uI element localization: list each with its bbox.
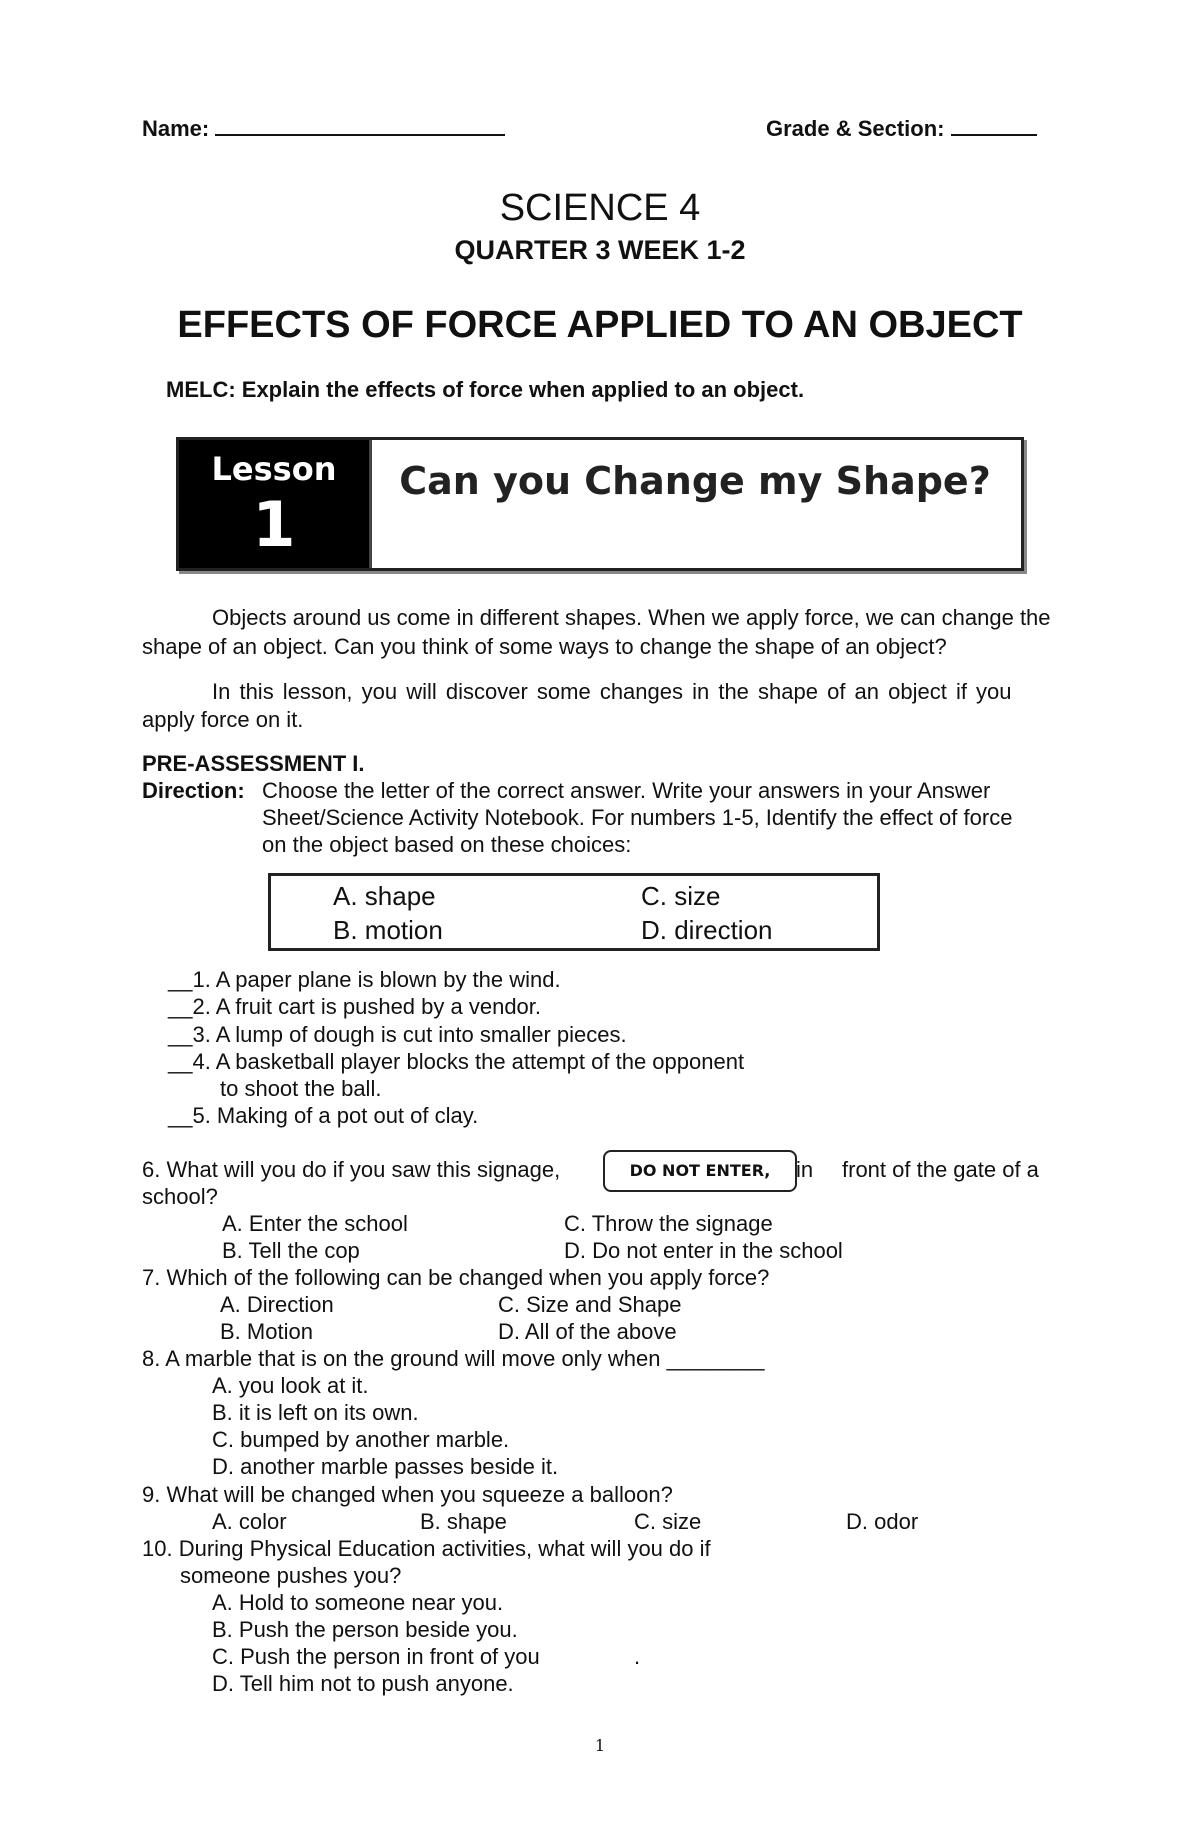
q10-option-c: C. Push the person in front of you [212,1644,540,1669]
page-number: 1 [594,1736,606,1755]
q9-stem: 9. What will be changed when you squeeze a balloon? [142,1482,673,1507]
direction-label: Direction: [142,778,245,803]
q6-stem-d: school? [142,1184,218,1209]
item-1: __1. A paper plane is blown by the wind. [168,967,561,992]
intro-p1-line2: shape of an object. Can you think of some ways to change the shape of an object? [142,634,947,659]
intro-p1-line1: Objects around us come in different shapes. When we apply force, we can change the [212,605,1051,630]
q9-option-b: B. shape [420,1509,507,1534]
direction-line3: on the object based on these choices: [262,832,632,857]
choice-d: D. direction [641,915,773,945]
q7-option-a: A. Direction [220,1292,334,1317]
q9-option-a: A. color [212,1509,287,1534]
choice-c: C. size [641,881,721,911]
q6-stem-a: 6. What will you do if you saw this signage, [142,1157,561,1182]
q10-option-d: D. Tell him not to push anyone. [212,1671,514,1696]
lesson-divider [369,440,372,568]
q10-option-c-dot: . [634,1644,641,1669]
q6-option-b: B. Tell the cop [222,1238,360,1263]
item-3: __3. A lump of dough is cut into smaller pieces. [168,1022,627,1047]
q6-option-d: D. Do not enter in the school [564,1238,843,1263]
q6-option-c: C. Throw the signage [564,1211,773,1236]
melc-text: MELC: Explain the effects of force when applied to an object. [166,377,805,402]
q7-option-b: B. Motion [220,1319,313,1344]
lesson-title: Can you Change my Shape? [399,459,991,503]
q10-option-a: A. Hold to someone near you. [212,1590,504,1615]
q6-stem-b: in [796,1157,814,1182]
q6-option-a: A. Enter the school [222,1211,408,1236]
q7-option-d: D. All of the above [498,1319,677,1344]
name-field [142,112,505,142]
q9-option-d: D. odor [846,1509,919,1534]
direction-line2: Sheet/Science Activity Notebook. For numbers 1-5, Identify the effect of force [262,805,1013,830]
q9-option-c: C. size [634,1509,702,1534]
item-5: __5. Making of a pot out of clay. [168,1103,479,1128]
q8-option-d: D. another marble passes beside it. [212,1454,559,1479]
topic-title: EFFECTS OF FORCE APPLIED TO AN OBJECT [177,304,1023,346]
lesson-tile [179,440,369,568]
item-4: __4. A basketball player blocks the attempt of the opponent [168,1049,745,1074]
q10-stem-line1: 10. During Physical Education activities, what will you do if [142,1536,711,1561]
q8-option-c: C. bumped by another marble. [212,1427,510,1452]
name-blank[interactable] [215,112,505,136]
pre-assessment-heading: PRE-ASSESSMENT I. [142,751,365,776]
q8-stem: 8. A marble that is on the ground will move only when ________ [142,1346,765,1371]
q10-option-b: B. Push the person beside you. [212,1617,518,1642]
choices-box [268,873,880,951]
q8-option-b: B. it is left on its own. [212,1400,419,1425]
q10-stem-line2: someone pushes you? [180,1563,402,1588]
quarter-title: QUARTER 3 WEEK 1-2 [454,235,746,265]
name-label: Name: [142,116,210,141]
intro-p2-line1: In this lesson, you will discover some changes in the shape of an object if you [212,679,1012,704]
direction-line1: Choose the letter of the correct answer. Write your answers in your Answer [262,778,991,803]
grade-section-label: Grade & Section: [766,116,945,141]
lesson-number: 1 [252,488,296,561]
item-4-cont: to shoot the ball. [220,1076,382,1101]
choice-a: A. shape [333,881,436,911]
grade-section-field [766,112,1037,142]
q8-option-a: A. you look at it. [212,1373,369,1398]
subject-title: SCIENCE 4 [499,187,701,229]
q7-option-c: C. Size and Shape [498,1292,682,1317]
intro-p2-line2: apply force on it. [142,707,304,732]
choice-b: B. motion [333,915,443,945]
grade-section-blank[interactable] [951,112,1037,136]
q6-stem-c: front of the gate of a [842,1157,1039,1182]
lesson-word: Lesson [211,450,337,488]
lesson-banner [176,437,1024,571]
q7-stem: 7. Which of the following can be changed when you apply force? [142,1265,770,1290]
do-not-enter-sign: DO NOT ENTER, [603,1150,797,1192]
item-2: __2. A fruit cart is pushed by a vendor. [168,994,542,1019]
